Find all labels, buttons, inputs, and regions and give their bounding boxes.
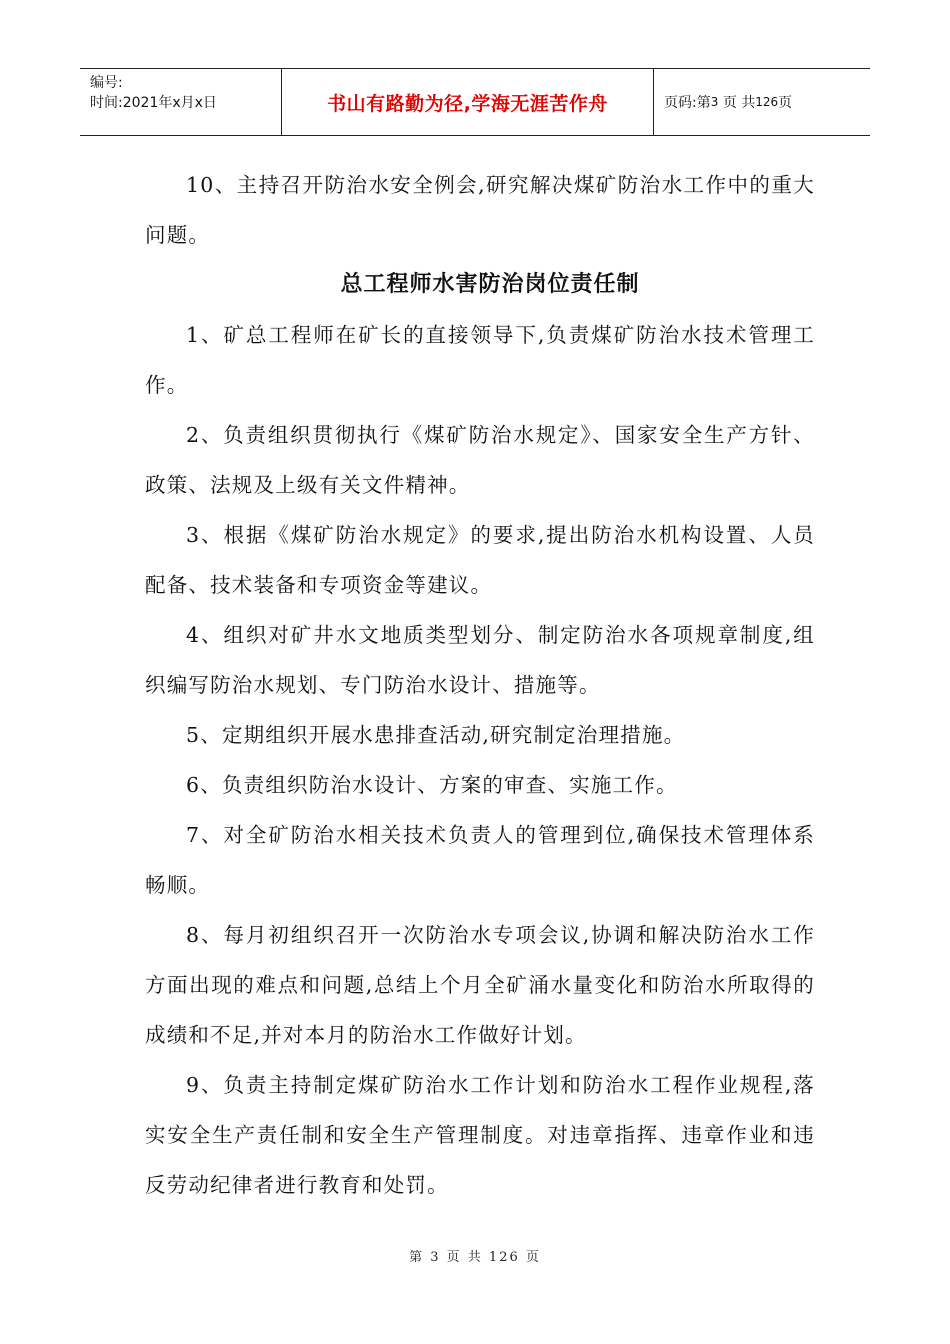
duty-item-4: 4、组织对矿井水文地质类型划分、制定防治水各项规章制度,组织编写防治水规划、专门防治水设计、措施等。: [145, 623, 815, 697]
page-total: 126: [755, 95, 779, 109]
page-number: 3: [710, 95, 719, 109]
page-footer: 第 3 页 共 126 页: [409, 1250, 541, 1265]
page-header: [80, 68, 870, 136]
header-motto-cell: [282, 69, 654, 135]
page-mid-label: 页 共: [722, 95, 756, 111]
duty-item-5: 5、定期组织开展水患排查活动,研究制定治理措施。: [186, 723, 686, 747]
header-page-cell: [654, 69, 870, 135]
page-label: 页码:第: [664, 95, 711, 111]
duty-item-9: 9、负责主持制定煤矿防治水工作计划和防治水工程作业规程,落实安全生产责任制和安全生产管理制度。对违章指挥、违章作业和违反劳动纪律者进行教育和处罚。: [145, 1073, 815, 1197]
duty-item-1: 1、矿总工程师在矿长的直接领导下,负责煤矿防治水技术管理工作。: [145, 323, 815, 397]
duty-item-8: 8、每月初组织召开一次防治水专项会议,协调和解决防治水工作方面出现的难点和问题,总结上个月全矿涌水量变化和防治水所取得的成绩和不足,并对本月的防治水工作做好计划。: [145, 923, 815, 1047]
section-title: 总工程师水害防治岗位责任制: [340, 272, 640, 297]
motto-text: 书山有路勤为径,学海无涯苦作舟: [327, 92, 608, 115]
duty-item-7: 7、对全矿防治水相关技术负责人的管理到位,确保技术管理体系畅顺。: [145, 823, 815, 897]
page-end-label: 页: [778, 95, 793, 111]
serial-number-label: 编号:: [90, 75, 123, 91]
duty-item-6: 6、负责组织防治水设计、方案的审查、实施工作。: [186, 773, 678, 797]
continuation-paragraph: 10、主持召开防治水安全例会,研究解决煤矿防治水工作中的重大问题。: [145, 173, 815, 247]
duty-item-2: 2、负责组织贯彻执行《煤矿防治水规定》、国家安全生产方针、政策、法规及上级有关文件精神。: [145, 423, 815, 497]
header-meta-cell: [80, 69, 282, 135]
duty-item-3: 3、根据《煤矿防治水规定》的要求,提出防治水机构设置、人员配备、技术装备和专项资金等建议。: [145, 523, 815, 597]
date-label: 时间:2021年x月x日: [90, 95, 217, 111]
document-body: [145, 160, 815, 1210]
